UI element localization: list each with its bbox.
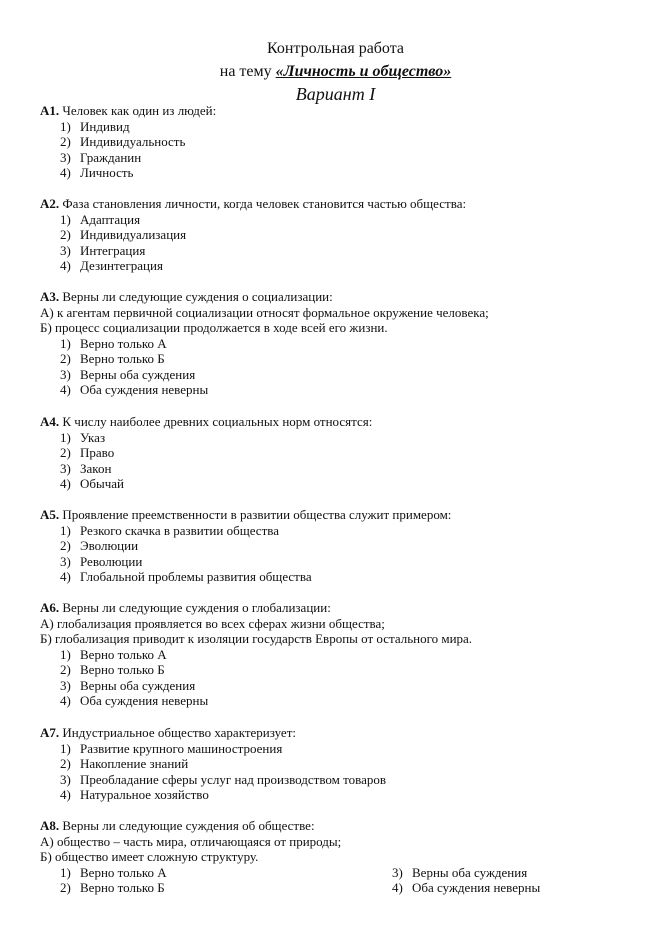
option: 2) Индивидуальность (60, 134, 186, 149)
option: 2) Накопление знаний (60, 756, 189, 771)
option-text: Верно только Б (80, 351, 165, 366)
option-text: Верны оба суждения (80, 366, 196, 382)
question-prompt: Индустриальное общество характеризует: (59, 725, 296, 740)
option-text: Развитие крупного машиностроения (80, 740, 283, 756)
question-number: А4. (40, 414, 60, 429)
question-text (40, 600, 650, 616)
option-text: Преобладание сферы услуг над производством товаров (80, 771, 387, 787)
question-prompt: Фаза становления личности, когда человек становится частью общества: (59, 196, 467, 211)
question-number: А6. (40, 600, 60, 615)
option-text: Верно только А (80, 335, 167, 351)
option: 1) Резкого скачка в развитии общества (60, 522, 279, 538)
option-text: Указ (80, 429, 106, 445)
option: 1) Адаптация (60, 211, 141, 227)
option: 4) Оба суждения неверны (60, 382, 209, 397)
option: 1) Развитие крупного машиностроения (60, 740, 283, 756)
option-text: Эволюции (80, 538, 139, 553)
option-text: Оба суждения неверны (80, 382, 209, 397)
question-text (40, 725, 650, 741)
option-text: Революции (80, 553, 143, 569)
option-text: Индивидуализация (80, 227, 187, 242)
option: 4) Дезинтеграция (60, 258, 163, 273)
option-text: Натуральное хозяйство (80, 787, 209, 802)
question-a8 (40, 818, 650, 896)
option-text: Верны оба суждения (80, 677, 196, 693)
options-left (40, 865, 167, 896)
option: 4) Оба суждения неверны (60, 693, 209, 708)
option: 2) Верно только Б (60, 662, 165, 677)
question-text (40, 414, 650, 430)
option: 3) Верны оба суждения (60, 366, 196, 382)
option: 2) Право (60, 445, 115, 460)
question-number: А1. (40, 103, 60, 118)
option: 4) Натуральное хозяйство (60, 787, 209, 802)
option-text: Верны оба суждения (412, 864, 528, 880)
options-right (372, 865, 540, 896)
option-text: Накопление знаний (80, 756, 189, 771)
option-text: Обычай (80, 476, 125, 491)
option: 3) Закон (60, 460, 112, 476)
option: 3) Преобладание сферы услуг над производством товаров (60, 771, 387, 787)
option-text: Интеграция (80, 242, 146, 258)
option: 1) Верно только А (60, 864, 167, 880)
question-text (40, 289, 650, 305)
option: 4) Глобальной проблемы развития общества (60, 569, 312, 584)
question-a5 (40, 507, 650, 585)
option-text: Оба суждения неверны (412, 880, 541, 895)
option-text: Верно только Б (80, 662, 165, 677)
option: 2) Верно только Б (60, 351, 165, 366)
option-text: Адаптация (80, 211, 141, 227)
option-text: Закон (80, 460, 112, 476)
subtitle-prefix: на тему (219, 63, 276, 80)
question-a1 (40, 103, 650, 181)
statement: Б) глобализация приводит к изоляции государств Европы от остального мира. (40, 631, 473, 646)
variant-label: Вариант I (295, 84, 376, 104)
statement: Б) общество имеет сложную структуру. (40, 849, 259, 864)
doc-title: Контрольная работа (266, 40, 405, 57)
option-text: Глобальной проблемы развития общества (80, 569, 312, 584)
question-a7 (40, 725, 650, 803)
statement: А) к агентам первичной социализации относят формальное окружение человека; (40, 304, 489, 320)
option-text: Личность (80, 165, 134, 180)
option: 2) Индивидуализация (60, 227, 187, 242)
option: 4) Личность (60, 165, 134, 180)
option-text: Индивидуальность (80, 134, 186, 149)
option: 4) Оба суждения неверны (392, 880, 541, 895)
statement: А) общество – часть мира, отличающаяся от природы; (40, 833, 342, 849)
statement: Б) процесс социализации продолжается в ходе всей его жизни. (40, 320, 388, 335)
option: 3) Гражданин (60, 149, 142, 165)
option-text: Резкого скачка в развитии общества (80, 522, 279, 538)
option: 1) Индивид (60, 118, 130, 134)
option: 3) Революции (60, 553, 143, 569)
option-text: Гражданин (80, 149, 142, 165)
question-prompt: Верны ли следующие суждения о социализации: (59, 289, 333, 304)
question-text (40, 507, 650, 523)
question-a3 (40, 289, 650, 398)
question-number: А3. (40, 289, 60, 304)
option-text: Верно только А (80, 646, 167, 662)
option-text: Оба суждения неверны (80, 693, 209, 708)
option: 1) Верно только А (60, 646, 167, 662)
option: 2) Эволюции (60, 538, 139, 553)
option-text: Индивид (80, 118, 130, 134)
question-prompt: Проявление преемственности в развитии общества служит примером: (59, 507, 452, 522)
question-prompt: К числу наиболее древних социальных норм относятся: (59, 414, 373, 429)
question-number: А8. (40, 818, 60, 833)
option: 3) Интеграция (60, 242, 146, 258)
option: 1) Верно только А (60, 335, 167, 351)
question-a6 (40, 600, 650, 709)
question-text (40, 818, 650, 834)
question-number: А5. (40, 507, 60, 522)
option: 2) Верно только Б (60, 880, 165, 895)
options-two-column (40, 865, 650, 896)
question-a4 (40, 414, 650, 492)
option-text: Право (80, 445, 115, 460)
topic-title: «Личность и общество» (275, 63, 452, 80)
option-text: Дезинтеграция (80, 258, 163, 273)
question-prompt: Человек как один из людей: (59, 103, 217, 118)
question-a2 (40, 196, 650, 274)
question-number: А2. (40, 196, 60, 211)
option-text: Верно только Б (80, 880, 165, 895)
doc-subtitle (0, 63, 671, 81)
question-prompt: Верны ли следующие суждения об обществе: (59, 818, 315, 833)
option-text: Верно только А (80, 864, 167, 880)
option: 4) Обычай (60, 476, 125, 491)
question-prompt: Верны ли следующие суждения о глобализации: (59, 600, 331, 615)
question-text (40, 196, 650, 212)
statement: А) глобализация проявляется во всех сферах жизни общества; (40, 615, 385, 631)
option: 1) Указ (60, 429, 106, 445)
question-number: А7. (40, 725, 60, 740)
question-text (40, 103, 650, 119)
option: 3) Верны оба суждения (392, 864, 528, 880)
option: 3) Верны оба суждения (60, 677, 196, 693)
